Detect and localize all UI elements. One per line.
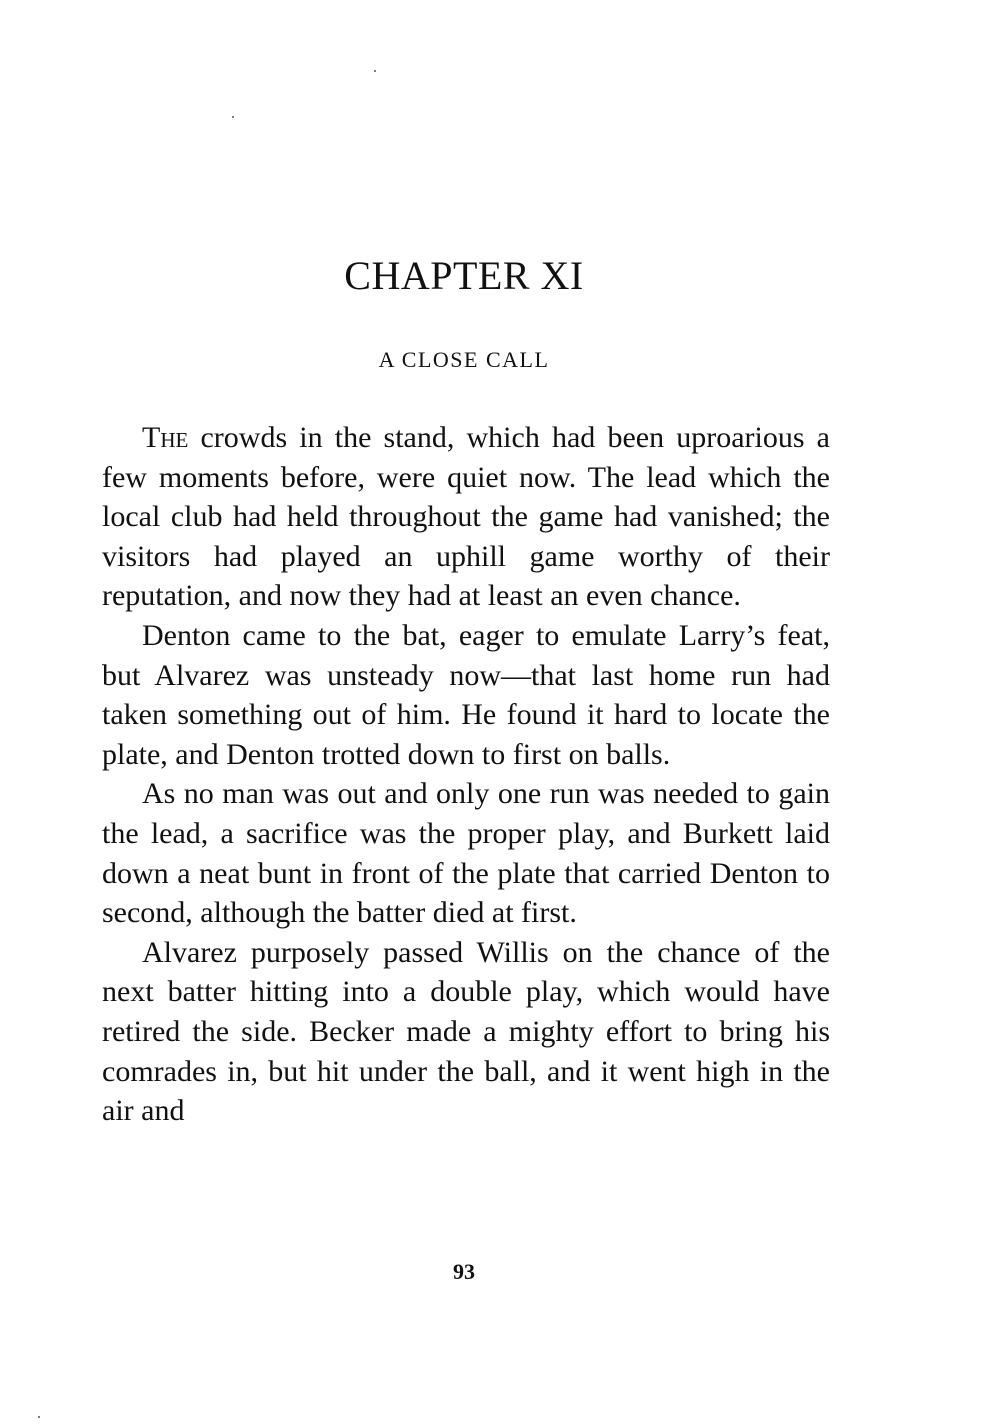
chapter-subtitle: A CLOSE CALL [378,347,550,372]
print-speck [38,1416,40,1418]
paragraph-2: Denton came to the bat, eager to emulate Larry’s feat, but Alvarez was unsteady now—that last home run had taken something out of him. He found it hard to locate the plate, and Denton trotted down to first on balls. [102,618,830,771]
paragraph-1 [102,418,830,616]
print-speck [232,116,234,118]
lead-word: The [142,421,189,454]
paragraph-text: crowds in the stand, which had been uproarious a few moments before, were quiet now. The lead which the local club had held throughout the game had vanished; the visitors had played an uphill game worthy of their reputation, and now they had at least an even chance. [102,421,830,613]
chapter-title: CHAPTER XI [344,253,584,298]
page-number: 93 [453,1259,475,1284]
paragraph-3: As no man was out and only one run was needed to gain the lead, a sacrifice was the proper play, and Burkett laid down a neat bunt in front of the plate that carried Denton to second, although the batter died at first. [102,777,830,930]
print-speck [374,70,376,72]
paragraph-4: Alvarez purposely passed Willis on the chance of the next batter hitting into a double play, which would have retired the side. Becker made a mighty effort to bring his comrades in, but hit under the ball, and it went high in the air and [102,935,830,1128]
body-text [102,418,830,1131]
